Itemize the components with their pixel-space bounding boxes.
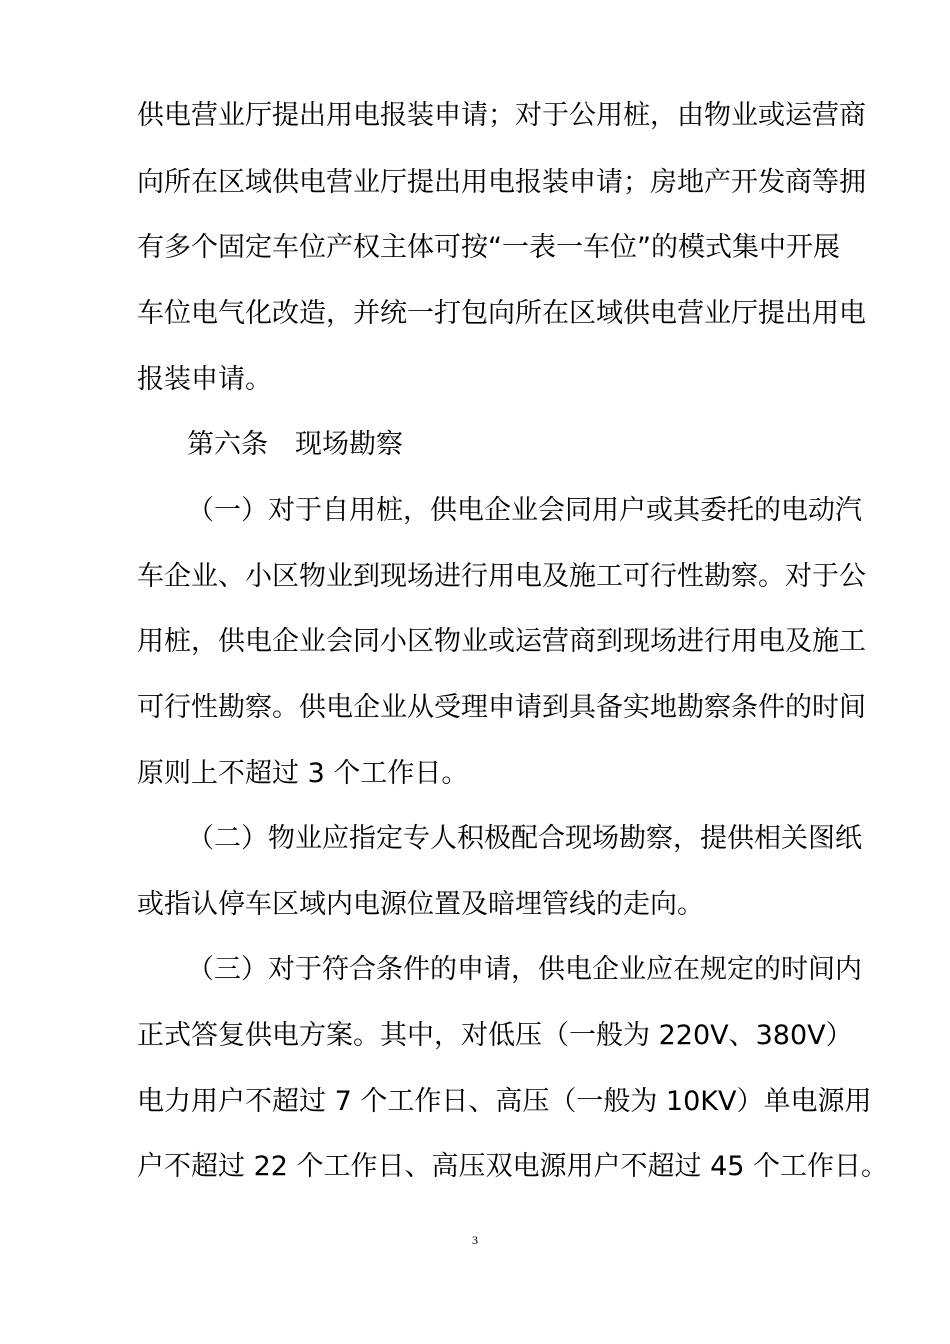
text-line: 或指认停车区域内电源位置及暗埋管线的走向。	[137, 889, 704, 920]
text-line: 有多个固定车位产权主体可按“一表一车位”的模式集中开展	[137, 232, 840, 263]
text-line: （三）对于符合条件的申请，供电企业应在规定的时间内	[187, 954, 862, 985]
text-line: 向所在区域供电营业厅提出用电报装申请；房地产开发商等拥	[137, 167, 866, 198]
text-line: 可行性勘察。供电企业从受理申请到具备实地勘察条件的时间	[137, 692, 866, 723]
article-heading: 第六条 现场勘察	[187, 429, 403, 460]
page-number: 3	[472, 1233, 478, 1247]
text-line: 户不超过 22 个工作日、高压双电源用户不超过 45 个工作日。	[137, 1151, 889, 1182]
text-line: （二）物业应指定专人积极配合现场勘察，提供相关图纸	[187, 823, 862, 854]
text-line: 报装申请。	[137, 364, 272, 395]
text-line: 供电营业厅提出用电报装申请；对于公用桩，由物业或运营商	[137, 100, 866, 131]
text-line: 原则上不超过 3 个工作日。	[137, 758, 469, 789]
text-line: 车企业、小区物业到现场进行用电及施工可行性勘察。对于公	[137, 561, 866, 592]
text-line: 用桩，供电企业会同小区物业或运营商到现场进行用电及施工	[137, 626, 866, 657]
text-line: 正式答复供电方案。其中，对低压（一般为 220V、380V）	[137, 1020, 853, 1051]
text-line: 车位电气化改造，并统一打包向所在区域供电营业厅提出用电	[137, 298, 866, 329]
text-line: 电力用户不超过 7 个工作日、高压（一般为 10KV）单电源用	[137, 1086, 872, 1117]
text-line: （一）对于自用桩，供电企业会同用户或其委托的电动汽	[187, 495, 862, 526]
